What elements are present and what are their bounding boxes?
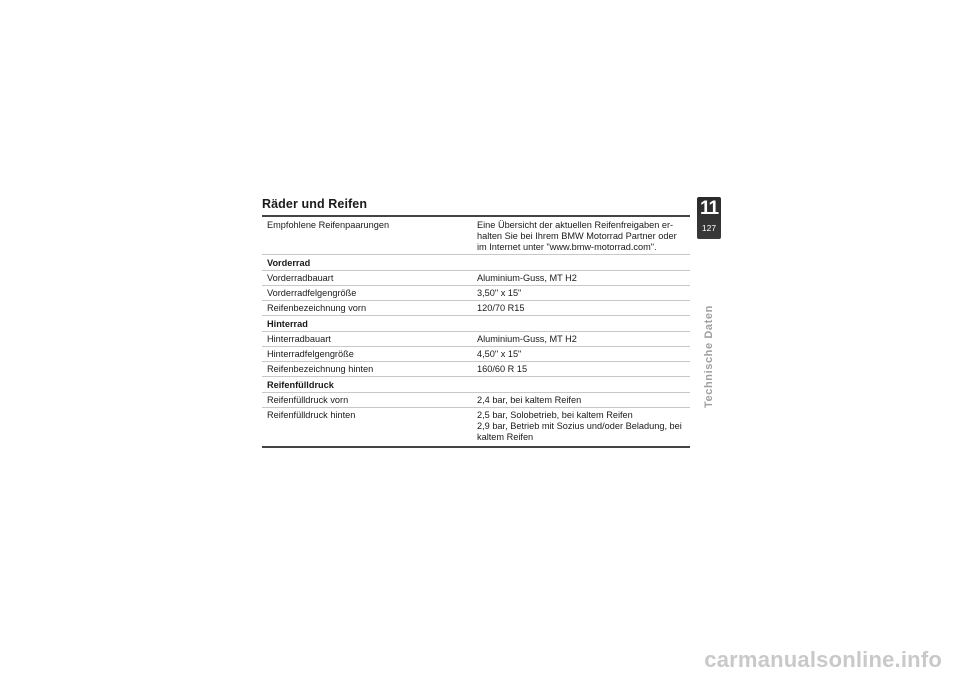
row-label: Vorderradbauart	[262, 271, 472, 286]
table-row	[262, 332, 690, 347]
group-heading-hinterrad	[262, 316, 690, 332]
table-row	[262, 408, 690, 448]
row-value	[472, 216, 690, 255]
chapter-tab	[697, 197, 721, 239]
row-label: Hinterradbauart	[262, 332, 472, 347]
row-value: 160/60 R 15	[472, 362, 690, 377]
row-label: Reifenfülldruck vorn	[262, 393, 472, 408]
side-label-text: Technische Daten	[703, 305, 715, 408]
group-heading: Vorderrad	[262, 255, 690, 271]
table-row	[262, 301, 690, 316]
row-label: Vorderradfelgengröße	[262, 286, 472, 301]
row-value	[472, 393, 690, 408]
row-value: 3,50" x 15"	[472, 286, 690, 301]
row-label: Empfohlene Reifenpaarungen	[262, 216, 472, 255]
table-row	[262, 286, 690, 301]
row-label: Reifenbezeichnung hinten	[262, 362, 472, 377]
row-value: 120/70 R15	[472, 301, 690, 316]
row-value: Aluminium-Guss, MT H2	[472, 332, 690, 347]
table-row	[262, 271, 690, 286]
table-row	[262, 362, 690, 377]
page-number: 127	[701, 223, 717, 233]
group-heading: Hinterrad	[262, 316, 690, 332]
chapter-side-label	[700, 278, 720, 408]
spec-table	[262, 215, 690, 448]
row-label: Reifenbezeichnung vorn	[262, 301, 472, 316]
row-value: 4,50" x 15"	[472, 347, 690, 362]
value-line: halten Sie bei Ihrem BMW Motorrad Partner oder	[477, 231, 677, 241]
table-row	[262, 393, 690, 408]
value-line: 2,9 bar, Betrieb mit Sozius und/oder Beladung, bei	[477, 421, 682, 431]
value-line: kaltem Reifen	[477, 432, 534, 442]
group-heading: Reifenfülldruck	[262, 377, 690, 393]
group-heading-reifenfuelldruck	[262, 377, 690, 393]
row-label: Hinterradfelgengröße	[262, 347, 472, 362]
table-row-intro	[262, 216, 690, 255]
group-heading-vorderrad	[262, 255, 690, 271]
row-value	[472, 408, 690, 448]
value-line: Eine Übersicht der aktuellen Reifenfreigaben er-	[477, 220, 674, 230]
value-line: 2,4 bar, bei kaltem Reifen	[477, 395, 582, 405]
section-title: Räder und Reifen	[262, 197, 368, 211]
value-line: im Internet unter "www.bmw-motorrad.com".	[477, 242, 657, 252]
value-line: 2,5 bar, Solobetrieb, bei kaltem Reifen	[477, 410, 633, 420]
row-label: Reifenfülldruck hinten	[262, 408, 472, 448]
chapter-number: 11	[699, 198, 719, 219]
page-content	[262, 197, 690, 448]
table-row	[262, 347, 690, 362]
row-value: Aluminium-Guss, MT H2	[472, 271, 690, 286]
watermark: carmanualsonline.info	[704, 647, 942, 672]
